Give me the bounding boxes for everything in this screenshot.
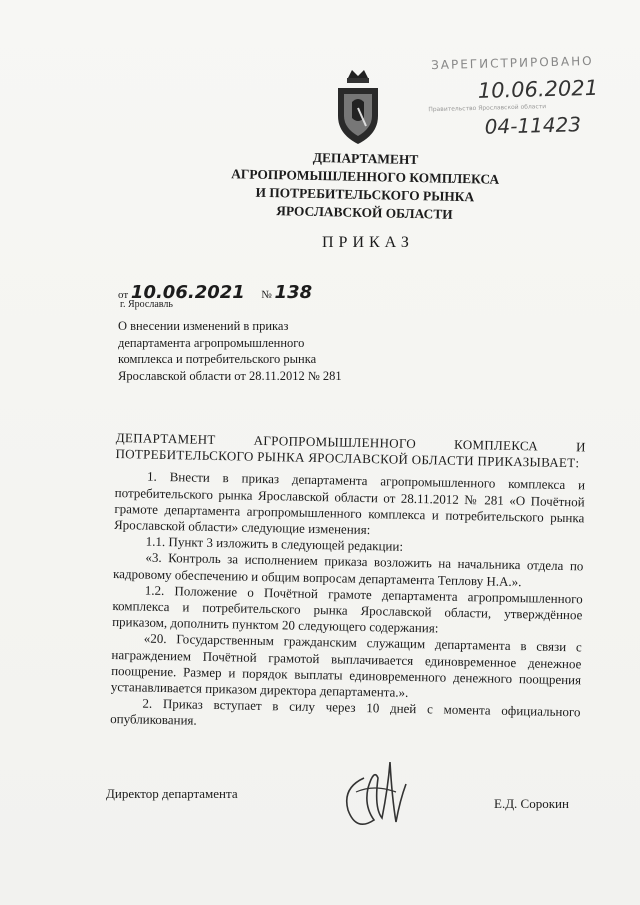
order-subject: О внесении изменений в приказ департамента агропромышленного комплекса и потребительского рынка Ярославской области от 28.11.2012 № 281: [118, 319, 342, 383]
signatory-name: Е.Д. Сорокин: [494, 796, 569, 811]
department-line-1: ДЕПАРТАМЕНТ: [312, 149, 419, 168]
preamble: ДЕПАРТАМЕНТ АГРОПРОМЫШЛЕННОГО КОМПЛЕКСА И ПОТРЕБИТЕЛЬСКОГО РЫНКА ЯРОСЛАВСКОЙ ОБЛАСТИ ПРИКАЗЫВАЕТ:: [115, 430, 586, 471]
stamp-number: 04-11423: [484, 112, 582, 139]
department-line-4: ЯРОСЛАВСКОЙ ОБЛАСТИ: [276, 203, 453, 222]
paragraph-1-1-text: «3. Контроль за исполнением приказа возложить на начальника отдела по кадровому обеспечению и общим вопросам департамента Теплову Н.А.».: [112, 550, 584, 589]
date-label: от: [118, 289, 129, 301]
paragraph-1-1: 1.1. Пункт 3 изложить в следующей редакции:: [145, 533, 404, 555]
document-type-title: ПРИКАЗ: [322, 234, 414, 251]
number-label: №: [261, 289, 272, 301]
department-line-3: И ПОТРЕБИТЕЛЬСКОГО РЫНКА: [255, 184, 475, 205]
order-date: 10.06.2021: [130, 282, 245, 303]
order-number: 138: [274, 282, 313, 303]
signatory-title: Директор департамента: [106, 786, 238, 801]
department-header: [219, 147, 510, 225]
department-line-2: АГРОПРОМЫШЛЕННОГО КОМПЛЕКСА: [231, 166, 500, 187]
registration-stamp: [417, 50, 609, 147]
paragraph-1-2-text: «20. Государственным гражданским служащим департамента в связи с награждением Почётной грамотой выплачивается единовременное денежное поощрение. Размер и порядок выплаты единовременного денежного поощрения устанавливается приказом директора департамента.».: [110, 631, 582, 700]
order-body: [110, 430, 586, 737]
paragraph-2: 2. Приказ вступает в силу через 10 дней с момента официального опубликования.: [110, 695, 581, 729]
paragraph-1: 1. Внести в приказ департамента агропромышленного комплекса и потребительского рынка Ярославской области от 28.11.2012 № 281 «О Почётной грамоте департамента агропромышленного комплекса и потребительского рынка Ярославской области» следующие изменения:: [113, 469, 586, 538]
stamp-title: ЗАРЕГИСТРИРОВАНО: [430, 53, 594, 73]
handwritten-signature: [334, 748, 414, 838]
stamp-note: Правительство Ярославской области: [428, 103, 547, 114]
stamp-date: 10.06.2021: [477, 75, 599, 103]
paragraph-1-2: 1.2. Положение о Почётной грамоте департамента агропромышленного комплекса и потребительского рынка Ярославской области, утверждённое приказом, дополнить пунктом 20 следующего содержания:: [112, 582, 583, 636]
coat-of-arms-emblem: [334, 68, 382, 146]
city: г. Ярославль: [120, 299, 173, 310]
